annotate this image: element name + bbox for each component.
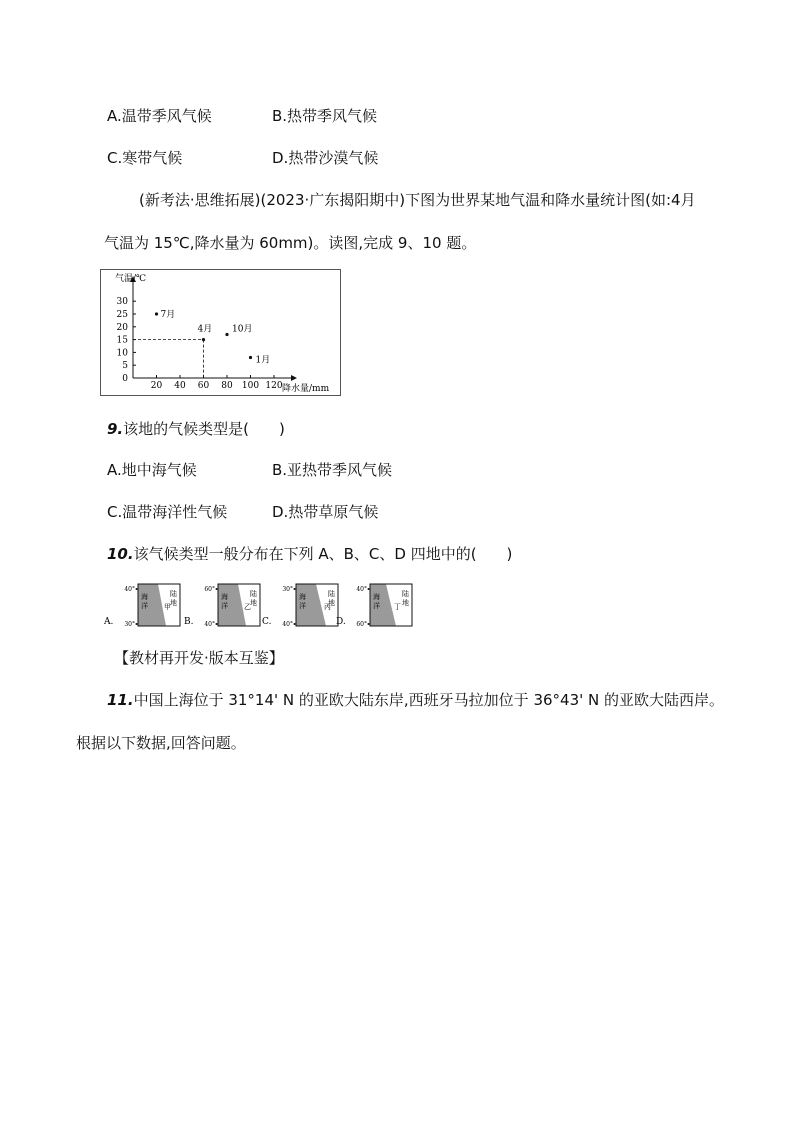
x-tick-label: 20 — [150, 381, 163, 391]
map-letter: C. — [262, 617, 272, 627]
land-label: 地 — [170, 599, 177, 607]
section-title: 【教材再开发·版本互鉴】 — [114, 649, 284, 667]
q11-number: 11. — [107, 691, 134, 709]
y-tick-label: 30 — [116, 297, 128, 308]
map-top-lat: 30° — [282, 586, 293, 593]
maps-svg — [104, 580, 414, 630]
q9-option-b: B.亚热带季风气候 — [272, 461, 393, 479]
map-bottom-lat: 40° — [282, 621, 293, 628]
place-label: 丙 — [324, 603, 331, 611]
chart-svg — [101, 270, 340, 395]
intro-line-1: (新考法·思维拓展)(2023·广东揭阳期中)下图为世界某地气温和降水量统计图(如:4月 — [139, 191, 696, 209]
map-bottom-lat: 60° — [356, 621, 367, 628]
x-tick-label: 100 — [241, 381, 260, 391]
place-label: 乙 — [244, 603, 251, 611]
lat-marker — [294, 623, 296, 625]
option-b: B.热带季风气候 — [272, 107, 378, 125]
map-letter: B. — [184, 617, 194, 627]
map-option-3 — [262, 584, 338, 628]
ocean-label: 洋 — [373, 602, 380, 610]
lat-marker — [216, 588, 218, 590]
map-letter: A. — [104, 617, 114, 627]
option-a: A.温带季风气候 — [107, 107, 212, 125]
map-option-4 — [336, 584, 412, 628]
ocean-label: 洋 — [141, 602, 148, 610]
x-axis-label: 降水量/mm — [282, 384, 330, 394]
y-axis-label: 气温/℃ — [115, 274, 147, 284]
ocean-label: 海 — [221, 593, 228, 601]
data-point-label: 7月 — [160, 310, 176, 320]
q11-text: 中国上海位于 31°14' N 的亚欧大陆东岸,西班牙马拉加位于 36°43' N 的亚欧大陆西岸。 — [133, 691, 724, 709]
ocean-label: 海 — [299, 593, 306, 601]
lat-marker — [368, 623, 370, 625]
land-label: 陆 — [402, 590, 409, 598]
ocean-label: 洋 — [221, 602, 228, 610]
q10-stem — [107, 544, 512, 564]
y-tick-label: 10 — [116, 348, 128, 359]
intro-line-2: 气温为 15℃,降水量为 60mm)。读图,完成 9、10 题。 — [104, 234, 477, 252]
lat-marker — [136, 588, 138, 590]
option-c: C.寒带气候 — [107, 149, 183, 167]
lat-marker — [216, 623, 218, 625]
land-label: 地 — [250, 599, 257, 607]
q9-number: 9. — [107, 420, 124, 438]
map-top-lat: 40° — [356, 586, 367, 593]
y-tick-label: 20 — [116, 322, 128, 333]
q10-maps — [104, 580, 414, 630]
q10-number: 10. — [107, 545, 134, 563]
lat-marker — [294, 588, 296, 590]
q11-line-1 — [107, 690, 724, 710]
lat-marker — [136, 623, 138, 625]
map-option-2 — [184, 584, 260, 628]
map-letter: D. — [336, 617, 346, 627]
data-point — [155, 312, 158, 315]
data-point-label: 1月 — [255, 355, 271, 366]
y-tick-label: 15 — [116, 335, 128, 346]
x-axis-arrow — [291, 375, 297, 381]
land-label: 陆 — [170, 590, 177, 598]
x-tick-label: 80 — [221, 381, 233, 391]
q9-text: 该地的气候类型是( ) — [123, 420, 285, 438]
place-label: 丁 — [394, 603, 401, 611]
q9-option-c: C.温带海洋性气候 — [107, 503, 228, 521]
map-bottom-lat: 40° — [204, 621, 215, 628]
ocean-label: 海 — [141, 593, 148, 601]
q9-stem — [107, 419, 285, 439]
q11-line-2: 根据以下数据,回答问题。 — [76, 734, 246, 752]
data-point — [225, 333, 228, 336]
map-top-lat: 40° — [124, 586, 135, 593]
land-label: 地 — [402, 599, 409, 607]
y-tick-label: 25 — [116, 310, 128, 320]
land-label: 陆 — [328, 590, 335, 598]
climate-chart — [100, 269, 341, 396]
map-option-1 — [104, 584, 180, 628]
lat-marker — [368, 588, 370, 590]
x-tick-label: 60 — [197, 381, 210, 391]
data-point-label: 4月 — [197, 324, 213, 335]
ocean-label: 海 — [373, 593, 380, 601]
y-tick-label: 5 — [122, 361, 128, 372]
land-label: 地 — [328, 599, 335, 607]
x-tick-label: 40 — [174, 381, 186, 391]
q10-text: 该气候类型一般分布在下列 A、B、C、D 四地中的( ) — [133, 545, 513, 563]
land-label: 陆 — [250, 590, 257, 598]
data-point — [202, 338, 205, 341]
q9-option-d: D.热带草原气候 — [272, 503, 379, 521]
y-tick-label: 0 — [122, 374, 128, 384]
place-label: 甲 — [164, 603, 171, 611]
map-bottom-lat: 30° — [124, 621, 135, 628]
ocean-label: 洋 — [299, 602, 306, 610]
q9-option-a: A.地中海气候 — [107, 461, 197, 479]
x-tick-label: 120 — [265, 381, 283, 391]
option-d: D.热带沙漠气候 — [272, 149, 379, 167]
map-top-lat: 60° — [204, 586, 215, 593]
data-point-label: 10月 — [232, 324, 253, 335]
data-point — [249, 356, 252, 359]
